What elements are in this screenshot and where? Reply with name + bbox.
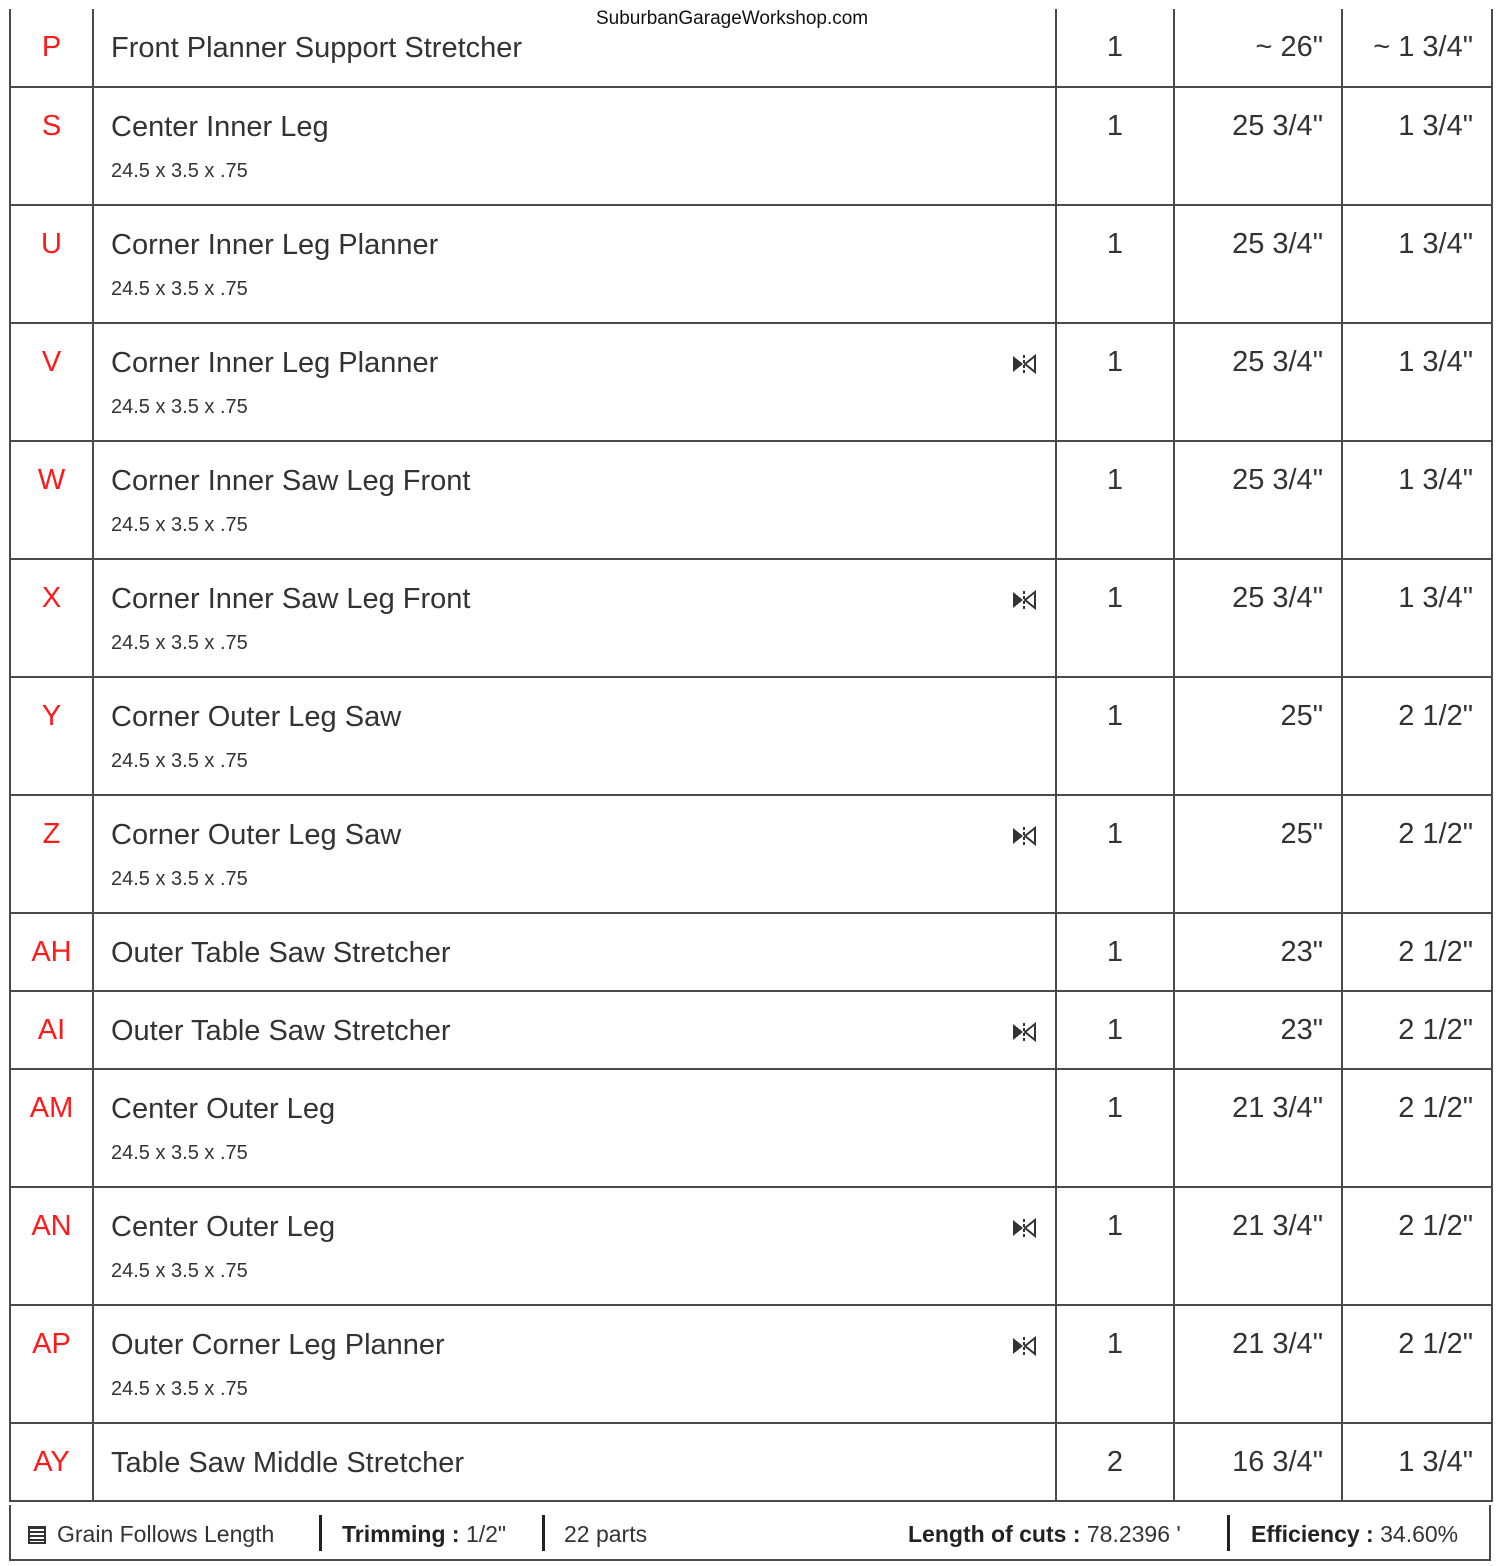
length-of-cuts-label: Length of cuts : bbox=[908, 1521, 1081, 1547]
efficiency-value: 34.60% bbox=[1380, 1521, 1459, 1547]
part-row[interactable] bbox=[10, 1069, 1492, 1187]
part-length: 25 3/4" bbox=[1174, 441, 1342, 559]
mirror-icon bbox=[1007, 1216, 1041, 1240]
part-length: 16 3/4" bbox=[1174, 1423, 1342, 1501]
mirror-icon bbox=[1007, 1334, 1041, 1358]
part-length: 23" bbox=[1174, 913, 1342, 991]
part-dimensions: 24.5 x 3.5 x .75 bbox=[111, 1142, 248, 1164]
part-width: 1 3/4" bbox=[1342, 87, 1492, 205]
part-name-cell bbox=[93, 1187, 1056, 1305]
part-width: 2 1/2" bbox=[1342, 795, 1492, 913]
part-row[interactable] bbox=[10, 323, 1492, 441]
part-row[interactable] bbox=[10, 87, 1492, 205]
part-width: 2 1/2" bbox=[1342, 1305, 1492, 1423]
part-code: AI bbox=[10, 991, 93, 1069]
part-code: X bbox=[10, 559, 93, 677]
part-quantity: 1 bbox=[1056, 323, 1174, 441]
part-name-cell bbox=[93, 87, 1056, 205]
part-width: 1 3/4" bbox=[1342, 323, 1492, 441]
part-length: 21 3/4" bbox=[1174, 1069, 1342, 1187]
part-row[interactable] bbox=[10, 677, 1492, 795]
part-width: 1 3/4" bbox=[1342, 441, 1492, 559]
part-quantity: 1 bbox=[1056, 205, 1174, 323]
efficiency-stat bbox=[1251, 1521, 1458, 1548]
summary-divider bbox=[319, 1515, 322, 1551]
part-row[interactable] bbox=[10, 991, 1492, 1069]
part-name-cell bbox=[93, 991, 1056, 1069]
part-name-cell bbox=[93, 323, 1056, 441]
part-length: 25" bbox=[1174, 795, 1342, 913]
part-length: 25 3/4" bbox=[1174, 323, 1342, 441]
part-name: Table Saw Middle Stretcher bbox=[111, 1447, 464, 1479]
length-of-cuts-stat bbox=[908, 1521, 1181, 1548]
grain-direction-icon bbox=[27, 1525, 47, 1545]
mirror-icon bbox=[1007, 1020, 1041, 1044]
cutlist-summary-bar bbox=[9, 1505, 1491, 1561]
part-code: AH bbox=[10, 913, 93, 991]
part-name-cell bbox=[93, 205, 1056, 323]
part-dimensions: 24.5 x 3.5 x .75 bbox=[111, 160, 248, 182]
part-quantity: 1 bbox=[1056, 1305, 1174, 1423]
part-dimensions: 24.5 x 3.5 x .75 bbox=[111, 278, 248, 300]
part-code: Y bbox=[10, 677, 93, 795]
part-dimensions: 24.5 x 3.5 x .75 bbox=[111, 750, 248, 772]
part-name-cell bbox=[93, 913, 1056, 991]
part-code: AP bbox=[10, 1305, 93, 1423]
part-quantity: 1 bbox=[1056, 87, 1174, 205]
part-name-cell bbox=[93, 1069, 1056, 1187]
parts-count: 22 parts bbox=[564, 1521, 648, 1547]
part-name: Outer Corner Leg Planner bbox=[111, 1329, 445, 1361]
part-dimensions: 24.5 x 3.5 x .75 bbox=[111, 868, 248, 890]
part-width: 2 1/2" bbox=[1342, 991, 1492, 1069]
part-name-cell bbox=[93, 1305, 1056, 1423]
part-quantity: 1 bbox=[1056, 795, 1174, 913]
part-length: 21 3/4" bbox=[1174, 1305, 1342, 1423]
part-name: Corner Outer Leg Saw bbox=[111, 701, 402, 733]
part-length: 25 3/4" bbox=[1174, 559, 1342, 677]
part-row[interactable] bbox=[10, 559, 1492, 677]
part-dimensions: 24.5 x 3.5 x .75 bbox=[111, 632, 248, 654]
part-name: Corner Inner Saw Leg Front bbox=[111, 583, 471, 615]
part-code: P bbox=[10, 9, 93, 87]
part-name: Center Outer Leg bbox=[111, 1093, 336, 1125]
part-code: AM bbox=[10, 1069, 93, 1187]
part-quantity: 1 bbox=[1056, 1187, 1174, 1305]
part-width: 2 1/2" bbox=[1342, 1187, 1492, 1305]
part-length: 25" bbox=[1174, 677, 1342, 795]
mirror-icon bbox=[1007, 352, 1041, 376]
mirror-icon bbox=[1007, 824, 1041, 848]
part-quantity: 1 bbox=[1056, 559, 1174, 677]
part-code: S bbox=[10, 87, 93, 205]
trimming-value: 1/2" bbox=[465, 1521, 507, 1547]
part-quantity: 1 bbox=[1056, 913, 1174, 991]
part-code: AN bbox=[10, 1187, 93, 1305]
parts-table-body bbox=[10, 9, 1492, 1501]
part-code: AY bbox=[10, 1423, 93, 1501]
part-length: 23" bbox=[1174, 991, 1342, 1069]
part-length: 21 3/4" bbox=[1174, 1187, 1342, 1305]
part-name: Front Planner Support Stretcher bbox=[111, 32, 523, 64]
part-name-cell bbox=[93, 9, 1056, 87]
part-row[interactable] bbox=[10, 1305, 1492, 1423]
part-row[interactable] bbox=[10, 1187, 1492, 1305]
part-quantity: 1 bbox=[1056, 9, 1174, 87]
summary-divider bbox=[542, 1515, 545, 1551]
part-row[interactable] bbox=[10, 1423, 1492, 1501]
length-of-cuts-value: 78.2396 ' bbox=[1086, 1521, 1181, 1547]
part-name: Outer Table Saw Stretcher bbox=[111, 1015, 451, 1047]
part-quantity: 1 bbox=[1056, 991, 1174, 1069]
part-quantity: 1 bbox=[1056, 1069, 1174, 1187]
part-row[interactable] bbox=[10, 913, 1492, 991]
part-name-cell bbox=[93, 1423, 1056, 1501]
efficiency-label: Efficiency : bbox=[1251, 1521, 1374, 1547]
part-code: U bbox=[10, 205, 93, 323]
summary-divider bbox=[1227, 1515, 1230, 1551]
part-dimensions: 24.5 x 3.5 x .75 bbox=[111, 1260, 248, 1282]
part-length: 25 3/4" bbox=[1174, 205, 1342, 323]
part-name-cell bbox=[93, 677, 1056, 795]
grain-label: Grain Follows Length bbox=[57, 1521, 275, 1547]
part-quantity: 1 bbox=[1056, 677, 1174, 795]
part-length: 25 3/4" bbox=[1174, 87, 1342, 205]
part-name-cell bbox=[93, 795, 1056, 913]
part-name: Outer Table Saw Stretcher bbox=[111, 937, 451, 969]
part-width: 1 3/4" bbox=[1342, 559, 1492, 677]
part-code: V bbox=[10, 323, 93, 441]
part-name-cell bbox=[93, 441, 1056, 559]
part-name: Corner Inner Leg Planner bbox=[111, 229, 439, 261]
watermark-text: SuburbanGarageWorkshop.com bbox=[596, 8, 869, 29]
mirror-icon bbox=[1007, 588, 1041, 612]
part-quantity: 2 bbox=[1056, 1423, 1174, 1501]
trimming-label: Trimming : bbox=[342, 1521, 460, 1547]
part-width: 2 1/2" bbox=[1342, 913, 1492, 991]
part-code: Z bbox=[10, 795, 93, 913]
part-quantity: 1 bbox=[1056, 441, 1174, 559]
part-dimensions: 24.5 x 3.5 x .75 bbox=[111, 396, 248, 418]
part-row[interactable] bbox=[10, 9, 1492, 87]
part-name: Center Outer Leg bbox=[111, 1211, 336, 1243]
part-length: ~ 26" bbox=[1174, 9, 1342, 87]
part-row[interactable] bbox=[10, 205, 1492, 323]
part-row[interactable] bbox=[10, 795, 1492, 913]
part-name: Corner Inner Saw Leg Front bbox=[111, 465, 471, 497]
part-row[interactable] bbox=[10, 441, 1492, 559]
part-name: Center Inner Leg bbox=[111, 111, 329, 143]
part-code: W bbox=[10, 441, 93, 559]
part-width: 2 1/2" bbox=[1342, 1069, 1492, 1187]
part-name-cell bbox=[93, 559, 1056, 677]
trimming-stat bbox=[342, 1521, 506, 1548]
part-dimensions: 24.5 x 3.5 x .75 bbox=[111, 514, 248, 536]
part-width: 1 3/4" bbox=[1342, 1423, 1492, 1501]
parts-table bbox=[9, 9, 1493, 1502]
part-name: Corner Inner Leg Planner bbox=[111, 347, 439, 379]
part-width: 2 1/2" bbox=[1342, 677, 1492, 795]
part-dimensions: 24.5 x 3.5 x .75 bbox=[111, 1378, 248, 1400]
part-name: Corner Outer Leg Saw bbox=[111, 819, 402, 851]
part-width: 1 3/4" bbox=[1342, 205, 1492, 323]
part-width: ~ 1 3/4" bbox=[1342, 9, 1492, 87]
